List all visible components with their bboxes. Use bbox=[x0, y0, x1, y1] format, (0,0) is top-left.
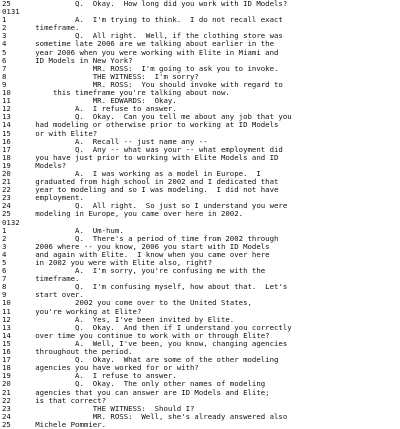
line-number: 9 bbox=[2, 79, 7, 89]
line-text: ID Models in New York? bbox=[22, 55, 133, 65]
line-number: 15 bbox=[2, 128, 11, 138]
line-number: 13 bbox=[2, 112, 11, 122]
line-text: A. Yes, I've been invited by Elite. bbox=[22, 314, 235, 324]
line-text: Q. Okay. How long did you work with ID Models? bbox=[22, 0, 288, 8]
line-number: 4 bbox=[2, 39, 7, 49]
transcript-line bbox=[2, 0, 398, 8]
line-number: 6 bbox=[2, 55, 7, 65]
line-text: 2006 where -- you know, 2006 you start with ID Models bbox=[22, 241, 270, 251]
line-number: 21 bbox=[2, 177, 11, 187]
line-text: in 2002 you were with Elite also, right? bbox=[22, 258, 213, 267]
line-text: graduated from high school in 2002 and I dedicated that bbox=[22, 177, 279, 187]
line-number: 1 bbox=[2, 225, 7, 235]
line-text: timeframe. bbox=[22, 23, 80, 33]
line-number: 17 bbox=[2, 144, 11, 154]
line-number: 25 bbox=[2, 419, 11, 429]
line-text: timeframe. bbox=[22, 274, 80, 284]
line-number: 2 bbox=[2, 23, 7, 33]
line-number: 4 bbox=[2, 249, 7, 259]
line-number: 20 bbox=[2, 379, 11, 389]
line-number: 22 bbox=[2, 395, 11, 405]
line-number: 19 bbox=[2, 371, 11, 381]
line-number: 22 bbox=[2, 185, 11, 195]
line-number: 14 bbox=[2, 120, 11, 130]
line-text: you're working at Elite? bbox=[22, 306, 142, 316]
line-text: Q. Any -- what was your -- what employment did bbox=[22, 144, 283, 154]
line-number: 2 bbox=[2, 233, 7, 243]
line-text: Q. I'm confusing myself, how about that. Let's bbox=[22, 282, 288, 292]
line-number: 19 bbox=[2, 160, 11, 170]
line-text: year 2006 when you were working with Elite in Miami and bbox=[22, 47, 279, 57]
line-number: 11 bbox=[2, 306, 11, 316]
line-number: 18 bbox=[2, 363, 11, 373]
line-text: A. I refuse to answer. bbox=[22, 371, 177, 381]
line-text: and again with Elite. I know when you came over here bbox=[22, 249, 270, 259]
line-number: 15 bbox=[2, 338, 11, 348]
line-number: 24 bbox=[2, 411, 11, 421]
line-text: year to modeling and so I was modeling. I did not have bbox=[22, 185, 279, 195]
line-text: MR. ROSS: Well, she's already answered also bbox=[22, 411, 288, 421]
line-text: Models? bbox=[22, 160, 67, 170]
page-number: 0132 bbox=[2, 217, 20, 227]
line-text: agencies that you can answer are ID Models and Elite; bbox=[22, 387, 270, 397]
transcript-line bbox=[2, 421, 398, 429]
line-text: Q. Okay. The only other names of modeling bbox=[22, 379, 266, 389]
line-number: 23 bbox=[2, 193, 11, 203]
line-text: MR. ROSS: You should invoke with regard to bbox=[22, 79, 283, 89]
line-number: 9 bbox=[2, 290, 7, 300]
line-number: 21 bbox=[2, 387, 11, 397]
line-number: 8 bbox=[2, 282, 7, 292]
line-number: 25 bbox=[2, 209, 11, 219]
line-text: Q. There's a period of time from 2002 through bbox=[22, 233, 279, 243]
transcript-line bbox=[2, 210, 398, 218]
line-text: THE WITNESS: Should I? bbox=[22, 403, 195, 413]
line-text: Q. Okay. Can you tell me about any job that you bbox=[22, 112, 292, 122]
line-number: 5 bbox=[2, 47, 7, 57]
line-number: 25 bbox=[2, 0, 11, 8]
line-number: 13 bbox=[2, 322, 11, 332]
line-number: 3 bbox=[2, 241, 7, 251]
line-text: over time you continue to work with or through Elite? bbox=[22, 330, 270, 340]
page-number: 0131 bbox=[2, 7, 20, 17]
line-text: A. I'm sorry, you're confusing me with the bbox=[22, 266, 266, 276]
line-text: start over. bbox=[22, 290, 84, 300]
line-text: A. Recall -- just name any -- bbox=[22, 136, 208, 146]
line-text: this timeframe you're talking about now. bbox=[22, 88, 230, 98]
line-number: 6 bbox=[2, 266, 7, 276]
line-text: A. I refuse to answer. bbox=[22, 104, 177, 114]
line-number: 14 bbox=[2, 330, 11, 340]
line-number: 18 bbox=[2, 152, 11, 162]
line-text: sometime late 2006 are we talking about earlier in the bbox=[22, 39, 275, 49]
line-number: 7 bbox=[2, 63, 7, 73]
line-text: MR. EDWARDS: Okay. bbox=[22, 96, 177, 106]
line-number: 24 bbox=[2, 201, 11, 211]
line-text: had modeling or otherwise prior to working at ID Models bbox=[22, 120, 279, 130]
deposition-transcript bbox=[2, 0, 398, 429]
line-number: 20 bbox=[2, 168, 11, 178]
line-text: you have just prior to working with Elite Models and ID bbox=[22, 152, 279, 162]
line-number: 12 bbox=[2, 104, 11, 114]
line-text: or with Elite? bbox=[22, 128, 98, 138]
line-number: 23 bbox=[2, 403, 11, 413]
line-number: 7 bbox=[2, 274, 7, 284]
line-number: 10 bbox=[2, 298, 11, 308]
line-text: agencies you have worked for or with? bbox=[22, 363, 199, 373]
line-text: A. Well, I've been, you know, changing agencies bbox=[22, 338, 288, 348]
line-text: Q. All right. So just so I understand you were bbox=[22, 201, 288, 211]
line-number: 10 bbox=[2, 88, 11, 98]
line-text: throughout the period. bbox=[22, 347, 133, 357]
line-number: 11 bbox=[2, 96, 11, 106]
line-text: A. I was working as a model in Europe. I bbox=[22, 168, 261, 178]
line-text: employment. bbox=[22, 193, 84, 203]
line-number: 5 bbox=[2, 258, 7, 267]
line-text: modeling in Europe, you came over here in 2002. bbox=[22, 209, 244, 219]
line-text: Michele Pommier. bbox=[22, 419, 107, 429]
line-number: 3 bbox=[2, 31, 7, 41]
line-text: A. Um-hum. bbox=[22, 225, 124, 235]
line-number: 8 bbox=[2, 71, 7, 81]
line-number: 16 bbox=[2, 136, 11, 146]
line-number: 12 bbox=[2, 314, 11, 324]
line-text: MR. ROSS: I'm going to ask you to invoke. bbox=[22, 63, 279, 73]
line-number: 1 bbox=[2, 15, 7, 25]
line-text: Q. Okay. And then if I understand you correctly bbox=[22, 322, 292, 332]
line-text: Q. All right. Well, if the clothing store was bbox=[22, 31, 283, 41]
line-text: THE WITNESS: I'm sorry? bbox=[22, 71, 199, 81]
line-text: is that correct? bbox=[22, 395, 107, 405]
line-text: 2002 you come over to the United States, bbox=[22, 298, 252, 308]
line-number: 17 bbox=[2, 355, 11, 365]
line-text: Q. Okay. What are some of the other modeling bbox=[22, 355, 279, 365]
line-number: 16 bbox=[2, 347, 11, 357]
line-text: A. I'm trying to think. I do not recall exact bbox=[22, 15, 283, 25]
